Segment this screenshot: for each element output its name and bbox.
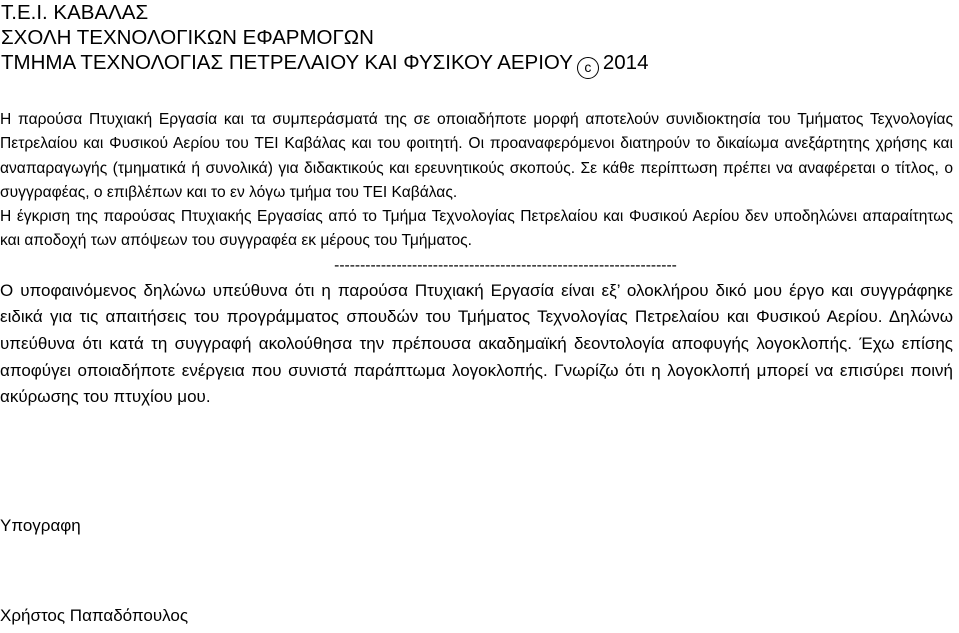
plagiarism-declaration: Ο υποφαινόμενος δηλώνω υπεύθυνα ότι η παρούσα Πτυχιακή Εργασία είναι εξ’ ολοκλήρου δικό μου έργο και συγγράφηκε ειδικά για τις απαιτήσεις του προγράμματος σπουδών του Τμήματος Τεχνολογίας Πετρελαίου και Φυσικού Αερίου. Δηλώνω υπεύθυνα ότι κατά τη συγγραφή ακολούθησα την πρέπουσα ακαδημαϊκή δεοντολογία αποφυγής λογοκλοπής. Έχω επίσης αποφύγει οποιαδήποτε ενέργεια που συνιστά παράπτωμα λογοκλοπής. Γνωρίζω ότι η λογοκλοπή μπορεί να επισύρει ποινή ακύρωσης του πτυχίου μου. <box>0 280 953 407</box>
disclaimer-paragraph-approval: Η έγκριση της παρούσας Πτυχιακής Εργασίας από το Τμήμα Τεχνολογίας Πετρελαίου και Φυσικού Αερίου δεν υποδηλώνει απαραίτητως και αποδοχή των απόψεων του συγγραφέα εκ μέρους του Τμήματος. <box>0 208 953 250</box>
header-spacer <box>0 79 953 108</box>
copyright-disclaimer <box>0 108 953 254</box>
section-separator: ------------------------------------------------------------------ <box>334 256 677 274</box>
copyright-year: 2014 <box>602 51 649 74</box>
signature-label: Υπογραφη <box>0 516 81 535</box>
copyright-icon: c <box>577 57 599 79</box>
author-name: Χρήστος Παπαδόπουλος <box>0 606 189 625</box>
department-line <box>0 50 953 79</box>
institution-name: Τ.Ε.Ι. ΚΑΒΑΛΑΣ <box>1 1 149 24</box>
disclaimer-paragraph-ownership: Η παρούσα Πτυχιακή Εργασία και τα συμπεράσματά της σε οποιαδήποτε μορφή αποτελούν συνιδιοκτησία του Τμήματος Τεχνολογίας Πετρελαίου και Φυσικού Αερίου του ΤΕΙ Καβάλας και του φοιτητή. Οι προαναφερόμενοι διατηρούν το δικαίωμα ανεξάρτητης χρήσης και αναπαραγωγής (τμηματικά ή συνολικά) για διδακτικούς και ερευνητικούς σκοπούς. Σε κάθε περίπτωση πρέπει να αναφέρεται ο τίτλος, ο συγγραφέας, ο επιβλέπων και το εν λόγω τμήμα του ΤΕΙ Καβάλας. <box>0 111 953 201</box>
department-name: ΤΜΗΜΑ ΤΕΧΝΟΛΟΓΙΑΣ ΠΕΤΡΕΛΑΙΟΥ ΚΑΙ ΦΥΣΙΚΟΥ ΑΕΡΙΟΥ <box>1 51 573 74</box>
school-name: ΣΧΟΛΗ ΤΕΧΝΟΛΟΓΙΚΩΝ ΕΦΑΡΜΟΓΩΝ <box>1 26 374 49</box>
